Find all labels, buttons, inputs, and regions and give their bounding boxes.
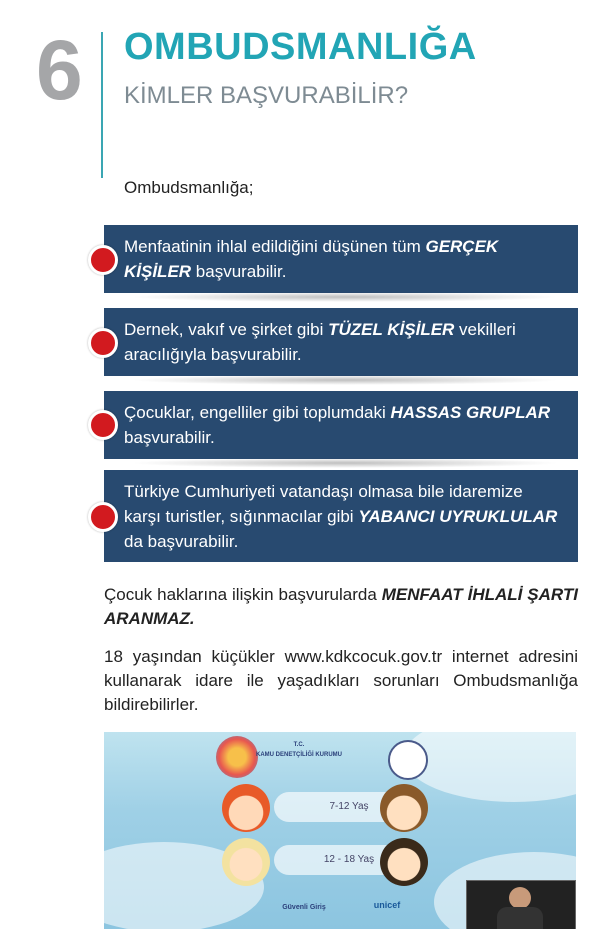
note-website: 18 yaşından küçükler www.kdkcocuk.gov.tr internet adresini kullanarak idare ile yaşadıkları sorunları Ombudsmanlığa bildirebilirler. [104, 647, 578, 714]
item-text: vekilleri aracılığıyla başvurabilir. [124, 320, 516, 364]
box-shadow [130, 375, 560, 385]
item-emphasis: YABANCI UYRUKLULAR [358, 507, 558, 526]
org-line2: KAMU DENETÇİLİĞİ KURUMU [256, 752, 342, 758]
list-item [104, 225, 578, 293]
website-screenshot [104, 732, 576, 929]
person-icon [509, 887, 531, 909]
list-item [104, 391, 578, 459]
bullet-icon [88, 410, 118, 440]
box-shadow [130, 458, 560, 468]
item-text: Dernek, vakıf ve şirket gibi [124, 320, 329, 339]
item-text: Menfaatinin ihlal edildiğini düşünen tüm [124, 237, 426, 256]
item-text: başvurabilir. [191, 262, 287, 281]
sign-language-video[interactable] [466, 880, 576, 929]
teen-face-icon [222, 838, 270, 886]
child-face-icon [222, 784, 270, 832]
teen-face-icon [380, 838, 428, 886]
bullet-icon [88, 502, 118, 532]
kdk-logo-icon [388, 740, 428, 780]
person-body-icon [497, 907, 543, 929]
cloud-shape [404, 732, 576, 802]
secure-login-link[interactable]: Güvenli Giriş [282, 904, 326, 911]
item-text: Türkiye Cumhuriyeti vatandaşı olmasa bile idaremize karşı turistler, sığınmacılar gibi [124, 482, 523, 526]
section-number: 6 [36, 23, 83, 117]
unicef-logo: unicef [373, 900, 401, 910]
header-divider [101, 32, 103, 178]
item-text: başvurabilir. [124, 428, 215, 447]
list-item [104, 470, 578, 562]
bullet-icon [88, 328, 118, 358]
note-text: Çocuk haklarına ilişkin başvurularda [104, 585, 382, 604]
page-subtitle: KİMLER BAŞVURABİLİR? [124, 82, 409, 109]
note-child-rights [104, 583, 578, 631]
item-text: Çocuklar, engelliler gibi toplumdaki [124, 403, 391, 422]
org-line1: T.C. [293, 742, 305, 748]
list-item [104, 308, 578, 376]
item-emphasis: HASSAS GRUPLAR [390, 403, 551, 422]
item-emphasis: GERÇEK KİŞİLER [124, 237, 499, 281]
page-title: OMBUDSMANLIĞA [124, 26, 477, 68]
age-button-12-18[interactable]: 12 - 18 Yaş [274, 845, 424, 875]
bullet-icon [88, 245, 118, 275]
age-button-7-12[interactable]: 7-12 Yaş [274, 792, 424, 822]
intro-text: Ombudsmanlığa; [124, 178, 254, 197]
logo-icon [216, 736, 258, 778]
child-face-icon [380, 784, 428, 832]
item-text: da başvurabilir. [124, 532, 239, 551]
note-emphasis: MENFAAT İHLALİ ŞARTI ARANMAZ. [104, 585, 578, 628]
box-shadow [130, 292, 560, 302]
item-emphasis: TÜZEL KİŞİLER [328, 320, 455, 339]
